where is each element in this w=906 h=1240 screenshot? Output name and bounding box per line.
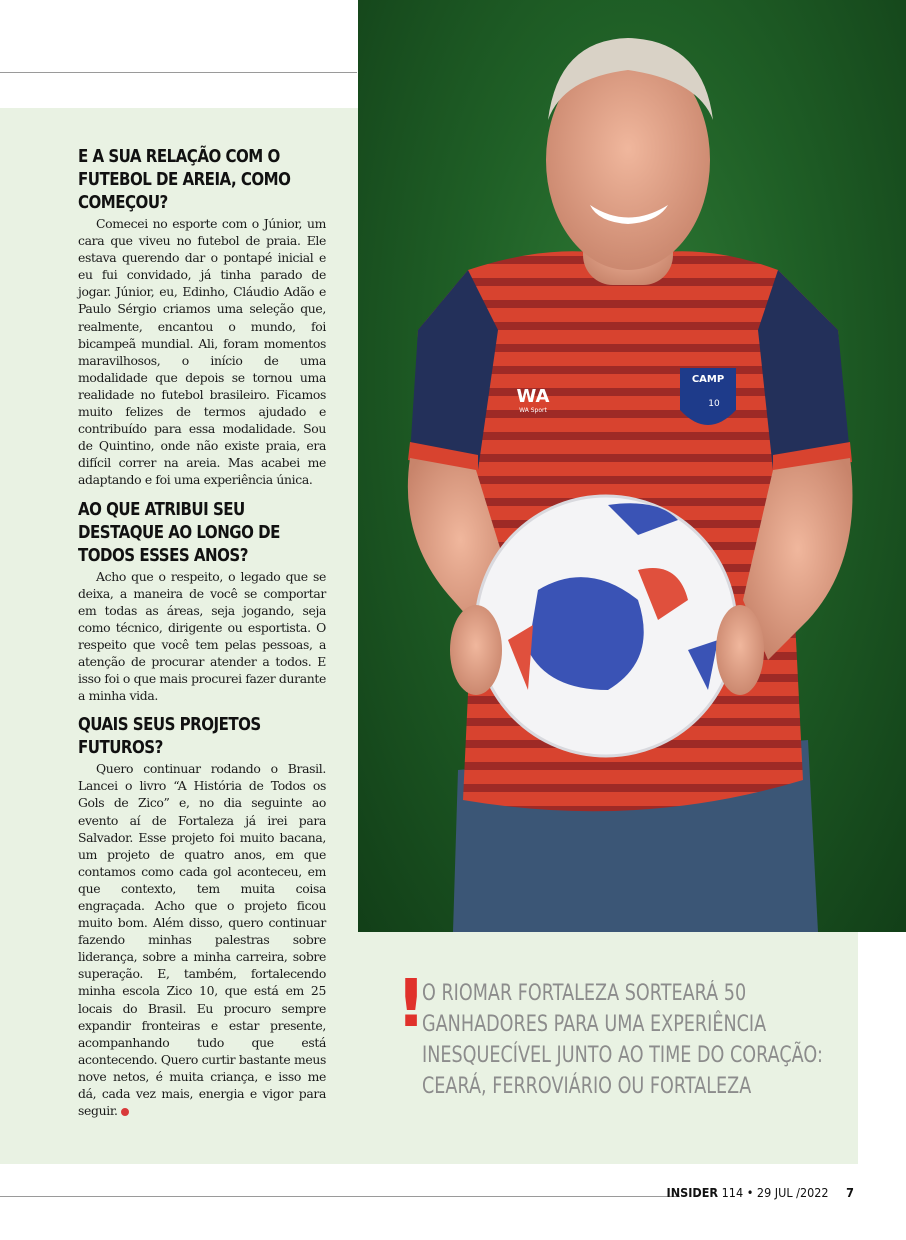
jersey-badge-sub: 10 [708, 399, 720, 409]
right-sleeve [758, 270, 850, 470]
answer-2: Acho que o respeito, o legado que se deixa, a maneira de você se comportar em todas as áreas, seja jogando, seja como técnico, dirigente ou esportista. O respeito que você tem pelas pessoas, a atenção de procurar atender a todos. E isso foi o que mais procurei fazer durante a minha vida. [78, 568, 326, 704]
issue-number: 114 [721, 1185, 744, 1200]
sponsor-logo [517, 386, 550, 414]
question-3: QUAIS SEUS PROJETOS FUTUROS? [78, 715, 261, 759]
answer-3 [78, 760, 326, 1119]
pull-quote-line: INESQUECÍVEL JUNTO AO TIME DO CORAÇÃO: [422, 1043, 823, 1068]
zico-photo [358, 0, 906, 932]
photo-illustration [358, 0, 906, 932]
pull-quote-line: O RIOMAR FORTALEZA SORTEARÁ 50 [422, 981, 747, 1006]
page-number: 7 [846, 1185, 854, 1200]
page-footer [667, 1185, 854, 1200]
answer-1: Comecei no esporte com o Júnior, um cara que viveu no futebol de praia. Ele estava querendo dar o pontapé inicial e eu fui convidado, já tinha parado de jogar. Júnior, eu, Edinho, Cláudio Adão e Paulo Sérgio criamos uma seleção que, realmente, encantou o mundo, foi bicampeã mundial. Ali, foram momentos maravilhosos, o início de uma modalidade que depois se tornou uma realidade no futebol brasileiro. Ficamos muito felizes de termos ajudado e contribuído para essa modalidade. Sou de Quintino, onde não existe praia, era difícil correr na areia. Mas acabei me adaptando e foi uma experiência única. [78, 216, 326, 488]
jersey-badge [680, 368, 736, 425]
sponsor-logo-text: WA [516, 386, 550, 407]
bottom-rule [0, 1196, 680, 1197]
interview-column [78, 146, 326, 1129]
pull-quote-line: CEARÁ, FERROVIÁRIO OU FORTALEZA [422, 1074, 752, 1099]
answer-3-text: Quero continuar rodando o Brasil. Lancei o livro “A História de Todos os Gols de Zico” e, no dia seguinte ao evento aí de Fortaleza já irei para Salvador. Esse projeto foi muito bacana, um projeto de quatro anos, em que contamos como cada gol aconteceu, em que contexto, tem muita coisa engraçada. Acho que o projeto ficou muito bom. Além disso, quero continuar fazendo minhas palestras sobre liderança, sobre a minha carreira, sobre superação. E, também, fortalecendo minha escola Zico 10, que está em 25 locais do Brasil. Eu procuro sempre expandir fronteiras e estar presente, acompanhando tudo que está acontecendo. Quero curtir bastante meus nove netos, é muita criança, e isso me dá, cada vez mais, energia e vigor para seguir. [78, 761, 326, 1119]
end-mark-icon [121, 1108, 129, 1116]
footer-separator: • [746, 1185, 754, 1200]
sponsor-sub-text: WA Sport [519, 407, 547, 414]
soccer-ball [476, 496, 736, 756]
magazine-name: INSIDER [666, 1185, 719, 1200]
jersey-badge-text: CAMP [691, 374, 725, 385]
question-1: E A SUA RELAÇÃO COM O FUTEBOL DE AREIA, COMO COMEÇOU? [78, 147, 291, 213]
pull-quote-line: GANHADORES PARA UMA EXPERIÊNCIA [422, 1012, 767, 1037]
question-2: AO QUE ATRIBUI SEU DESTAQUE AO LONGO DE TODOS ESSES ANOS? [78, 499, 280, 566]
issue-date: 29 JUL /2022 [756, 1185, 829, 1200]
exclamation-icon: ! [396, 965, 427, 1042]
pull-quote-text [422, 978, 838, 1102]
top-rule [0, 72, 357, 73]
